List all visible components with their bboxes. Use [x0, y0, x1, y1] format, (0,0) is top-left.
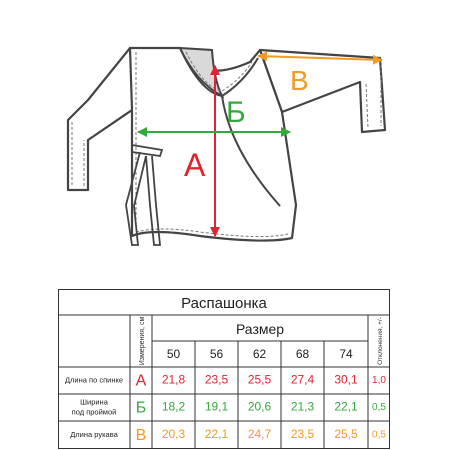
table-row	[65, 373, 386, 390]
table-cell: 27,4	[290, 372, 315, 387]
table-row	[72, 397, 387, 416]
size-header: Размер	[235, 321, 285, 337]
row-label: под проймой	[71, 407, 117, 417]
row-letter: В	[135, 427, 147, 445]
table-cell: 22,1	[334, 399, 358, 414]
table-cell: 24,7	[247, 427, 272, 442]
row-letter: А	[135, 372, 147, 390]
row-label: Длина по спинке	[64, 375, 124, 385]
table-cell: 22,1	[204, 427, 229, 442]
row-deviation: 0,5	[372, 402, 386, 414]
table-cell: 23,5	[204, 372, 229, 387]
row-label: Длина рукава	[70, 429, 118, 439]
garment-outline	[68, 48, 385, 241]
table-title: Распашонка	[181, 295, 267, 312]
table-body	[65, 373, 386, 445]
table-cell: 30,1	[334, 372, 358, 387]
label-b: Б	[226, 96, 246, 129]
left-sleeve	[68, 48, 135, 190]
size-56: 56	[209, 347, 224, 362]
table-cell: 19,1	[204, 399, 229, 414]
table-cell: 20,6	[247, 399, 272, 414]
row-deviation: 0,5	[372, 429, 386, 441]
deviation-header: Отклонения, +/-	[377, 317, 384, 365]
label-a: А	[184, 147, 206, 183]
row-letter: Б	[135, 399, 147, 417]
size-68: 68	[295, 347, 310, 362]
table-cell: 25,5	[247, 372, 272, 387]
row-label: Ширина	[80, 397, 108, 407]
table-cell: 21,3	[290, 399, 315, 414]
table-cell: 23,5	[290, 427, 315, 442]
size-74: 74	[339, 347, 353, 362]
row-deviation: 1,0	[372, 375, 386, 387]
label-v: В	[290, 65, 309, 96]
measurement-header: Измерения, см	[139, 316, 146, 366]
size-table	[58, 289, 390, 449]
table-cell: 20,3	[161, 427, 186, 442]
table-cell: 18,2	[161, 399, 186, 414]
table-row	[70, 427, 386, 444]
table-cell: 21,8	[161, 372, 186, 387]
size-50: 50	[166, 347, 181, 362]
size-62: 62	[252, 347, 267, 362]
table-cell: 25,5	[334, 427, 358, 442]
